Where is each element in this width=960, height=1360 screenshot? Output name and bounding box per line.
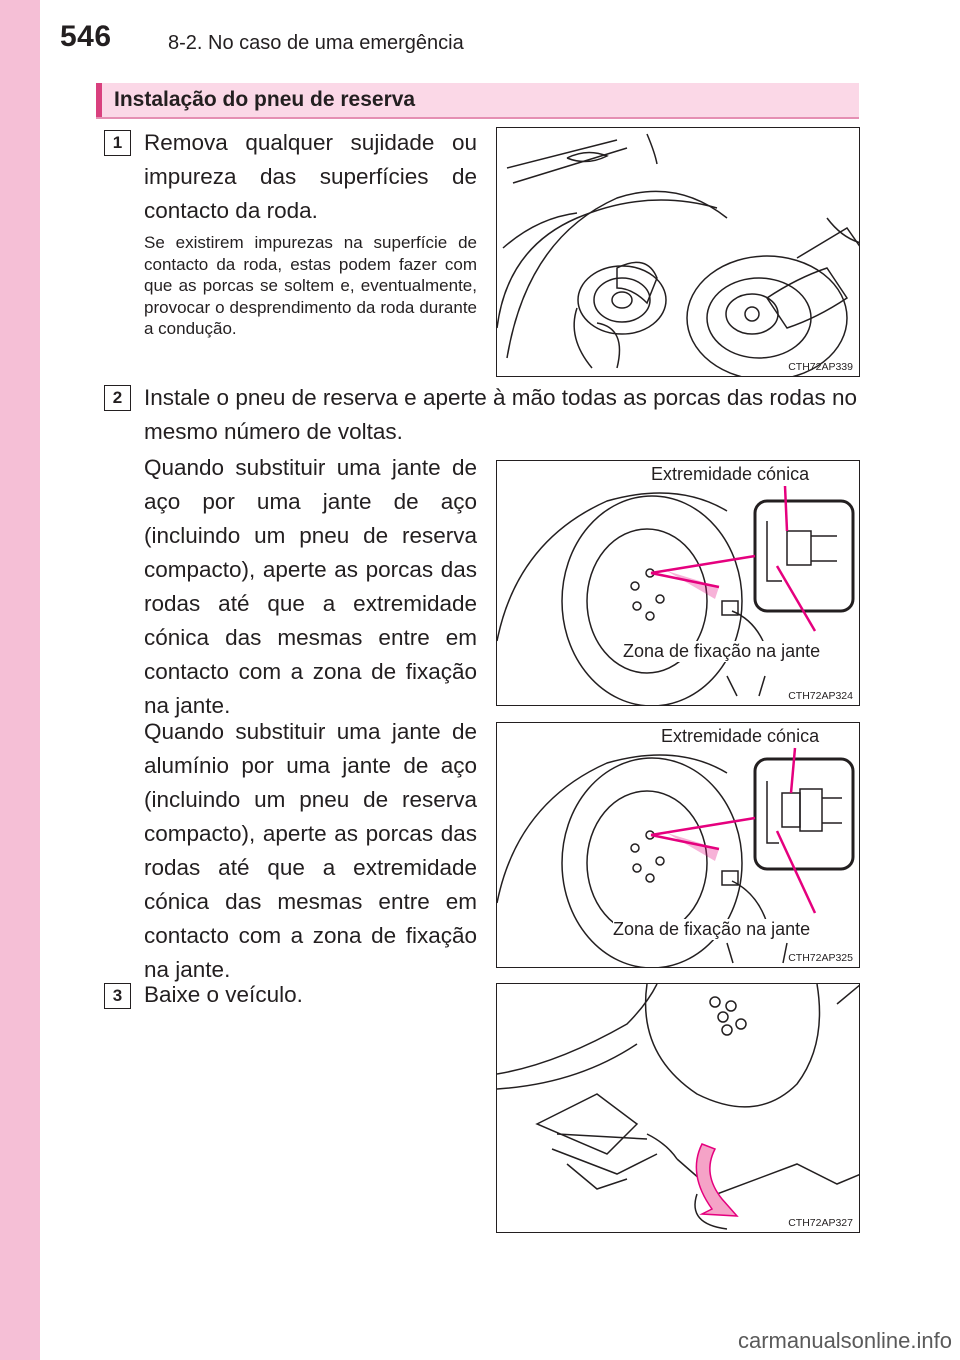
callout-seat-alu: Zona de fixação na jante [613,919,811,939]
callout-seat-steel: Zona de fixação na jante [623,641,821,661]
step-1-badge: 1 [104,130,131,156]
jack-illustration [497,984,860,1233]
figure-lower-vehicle [496,983,860,1233]
step-3-text: Baixe o veículo. [144,982,303,1007]
figure-clean-wheel [496,127,860,377]
section-accent [96,83,102,117]
step-1-note: Se existirem impurezas na superfície de contacto da roda, estas podem fazer com que as porcas se soltem e, eventualmente, provocar o desprendimento da roda durante a condução. [144,233,477,338]
callout-tapered-end-steel: Extremidade cónica [651,464,810,484]
step-2-text: Instale o pneu de reserva e aperte à mão todas as porcas das rodas no mesmo número de voltas. [144,385,857,444]
watermark: carmanualsonline.info [737,1328,952,1353]
step-1-text: Remova qualquer sujidade ou impureza das superfícies de contacto da roda. [144,130,477,223]
step-2-badge: 2 [104,385,131,411]
section-title: Instalação do pneu de reserva [114,88,416,111]
figure-alu-wheel [496,722,860,968]
figure-code: CTH72AP325 [788,952,853,964]
step-2-steel-text: Quando substituir uma jante de aço por uma jante de aço (incluindo um pneu de reserva compacto), aperte as porcas das rodas até que a extremidade cónica das mesmas entre em contacto com a zona de fixação na jante. [144,455,477,718]
callout-tapered-end-alu: Extremidade cónica [661,726,820,746]
step-2-alu-text: Quando substituir uma jante de alumínio por uma jante de aço (incluindo um pneu de reserva compacto), aperte as porcas das rodas até que a extremidade cónica das mesmas entre em contacto com a zona de fixação na jante. [144,719,477,982]
figure-code: CTH72AP324 [788,690,853,702]
section-header [96,83,859,119]
chapter-title: 8-2. No caso de uma emergência [168,32,464,54]
figure-code: CTH72AP327 [788,1217,853,1229]
steel-wheel-illustration [497,461,860,706]
step-3-badge: 3 [104,983,131,1009]
page-number: 546 [60,20,112,53]
figure-code: CTH72AP339 [788,361,853,373]
clean-wheel-illustration [497,128,860,377]
figure-steel-wheel [496,460,860,706]
side-color-bar [0,0,40,1360]
rotate-arrow [696,1144,737,1216]
